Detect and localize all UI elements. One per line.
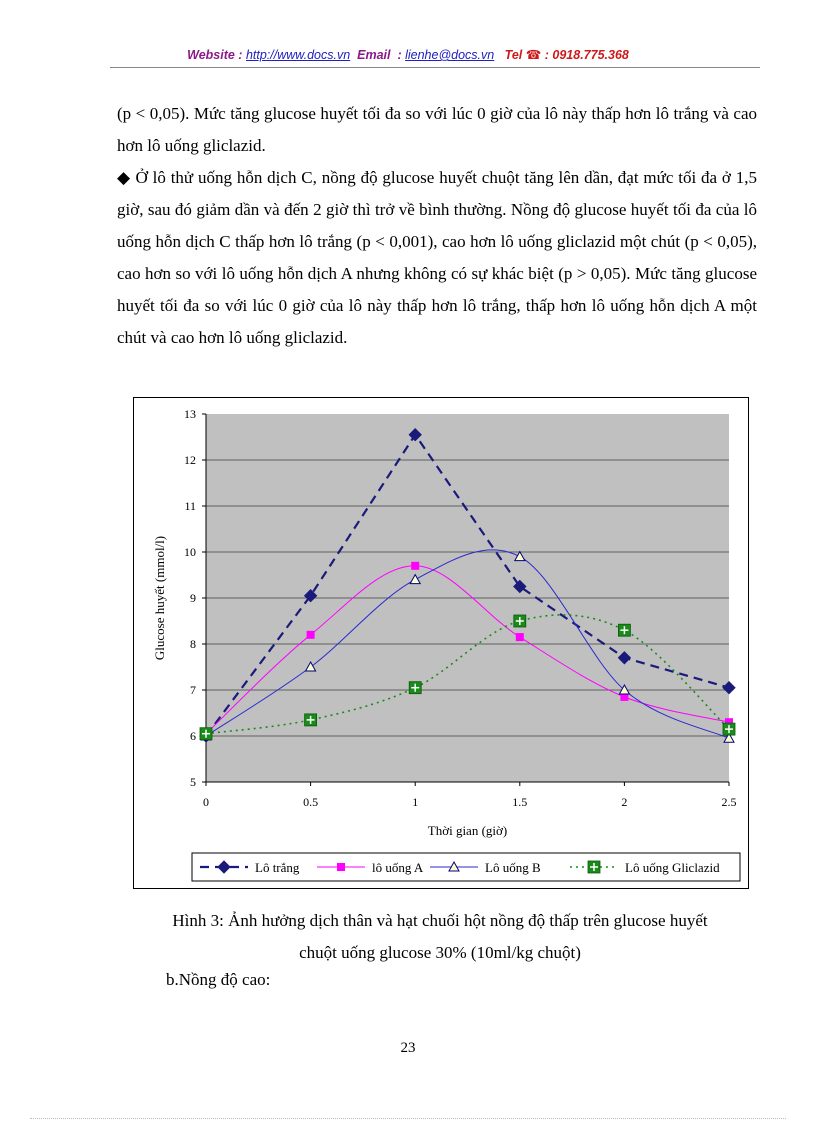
data-point — [305, 714, 317, 726]
figure-caption — [110, 905, 770, 969]
body-text — [117, 98, 757, 354]
data-point — [618, 624, 630, 636]
page-number: 23 — [400, 1040, 416, 1056]
section-subheading: b.Nồng độ cao: — [166, 970, 271, 989]
website-label: Website : — [187, 48, 243, 62]
email-label: Email — [357, 48, 391, 62]
x-axis-label: Thời gian (giờ) — [427, 823, 508, 838]
y-tick-label: 9 — [190, 591, 196, 605]
legend-label: Lô uống Gliclazid — [625, 860, 720, 875]
x-tick-label: 1.5 — [512, 795, 528, 809]
data-point — [723, 723, 735, 735]
x-tick-label: 0.5 — [303, 795, 319, 809]
email-link[interactable]: lienhe@docs.vn — [405, 48, 495, 62]
footer-divider — [30, 1118, 786, 1119]
y-tick-label: 5 — [190, 775, 196, 789]
legend-label: Lô trắng — [255, 860, 300, 875]
y-tick-label: 13 — [184, 407, 196, 421]
x-tick-label: 0 — [203, 795, 209, 809]
legend-marker — [337, 863, 345, 871]
y-tick-label: 7 — [190, 683, 196, 697]
x-tick-label: 2.5 — [721, 795, 737, 809]
data-point — [516, 633, 524, 641]
paragraph: ◆ Ở lô thử uống hỗn dịch C, nồng độ glucose huyết chuột tăng lên dần, đạt mức tối đa ở 1,5 giờ, sau đó giảm dần và đến 2 giờ thì trở về bình thường. Nồng độ glucose huyết tối đa của lô uống hỗn dịch C thấp hơn lô trắng (p < 0,001), cao hơn lô uống gliclazid một chút (p < 0,05), cao hơn so với lô uống hỗn dịch A nhưng không có sự khác biệt (p > 0,05). Mức tăng glucose huyết tối đa so với lúc 0 giờ của lô này thấp hơn lô trắng, thấp hơn lô uống hỗn dịch A một chút và cao hơn lô uống gliclazid. — [117, 168, 757, 347]
y-tick-label: 12 — [184, 453, 196, 467]
x-tick-label: 1 — [412, 795, 419, 809]
page-header — [0, 47, 816, 62]
legend-marker — [588, 861, 600, 873]
data-point — [200, 728, 212, 740]
caption-line-1: Hình 3: Ảnh hưởng dịch thân và hạt chuối hột nồng độ thấp trên glucose huyết — [172, 911, 708, 930]
header-divider — [110, 67, 760, 68]
data-point — [409, 682, 421, 694]
phone-number: Tel ☎ : 0918.775.368 — [504, 48, 629, 62]
caption-line-2: chuột uống glucose 30% (10ml/kg chuột) — [299, 943, 581, 962]
website-link[interactable]: http://www.docs.vn — [245, 48, 351, 62]
y-tick-label: 8 — [190, 637, 196, 651]
y-tick-label: 11 — [184, 499, 196, 513]
glucose-chart — [133, 397, 749, 889]
email-separator: : — [397, 48, 402, 62]
y-tick-label: 10 — [184, 545, 196, 559]
legend-label: lô uống A — [372, 860, 424, 875]
y-tick-label: 6 — [190, 729, 196, 743]
paragraph: (p < 0,05). Mức tăng glucose huyết tối đa so với lúc 0 giờ của lô này thấp hơn lô trắng và cao hơn lô uống gliclazid. — [117, 104, 757, 155]
legend-label: Lô uống B — [485, 860, 541, 875]
data-point — [411, 562, 419, 570]
data-point — [307, 631, 315, 639]
data-point — [514, 615, 526, 627]
y-axis-label: Glucose huyết (mmol/l) — [152, 535, 167, 661]
x-tick-label: 2 — [621, 795, 628, 809]
